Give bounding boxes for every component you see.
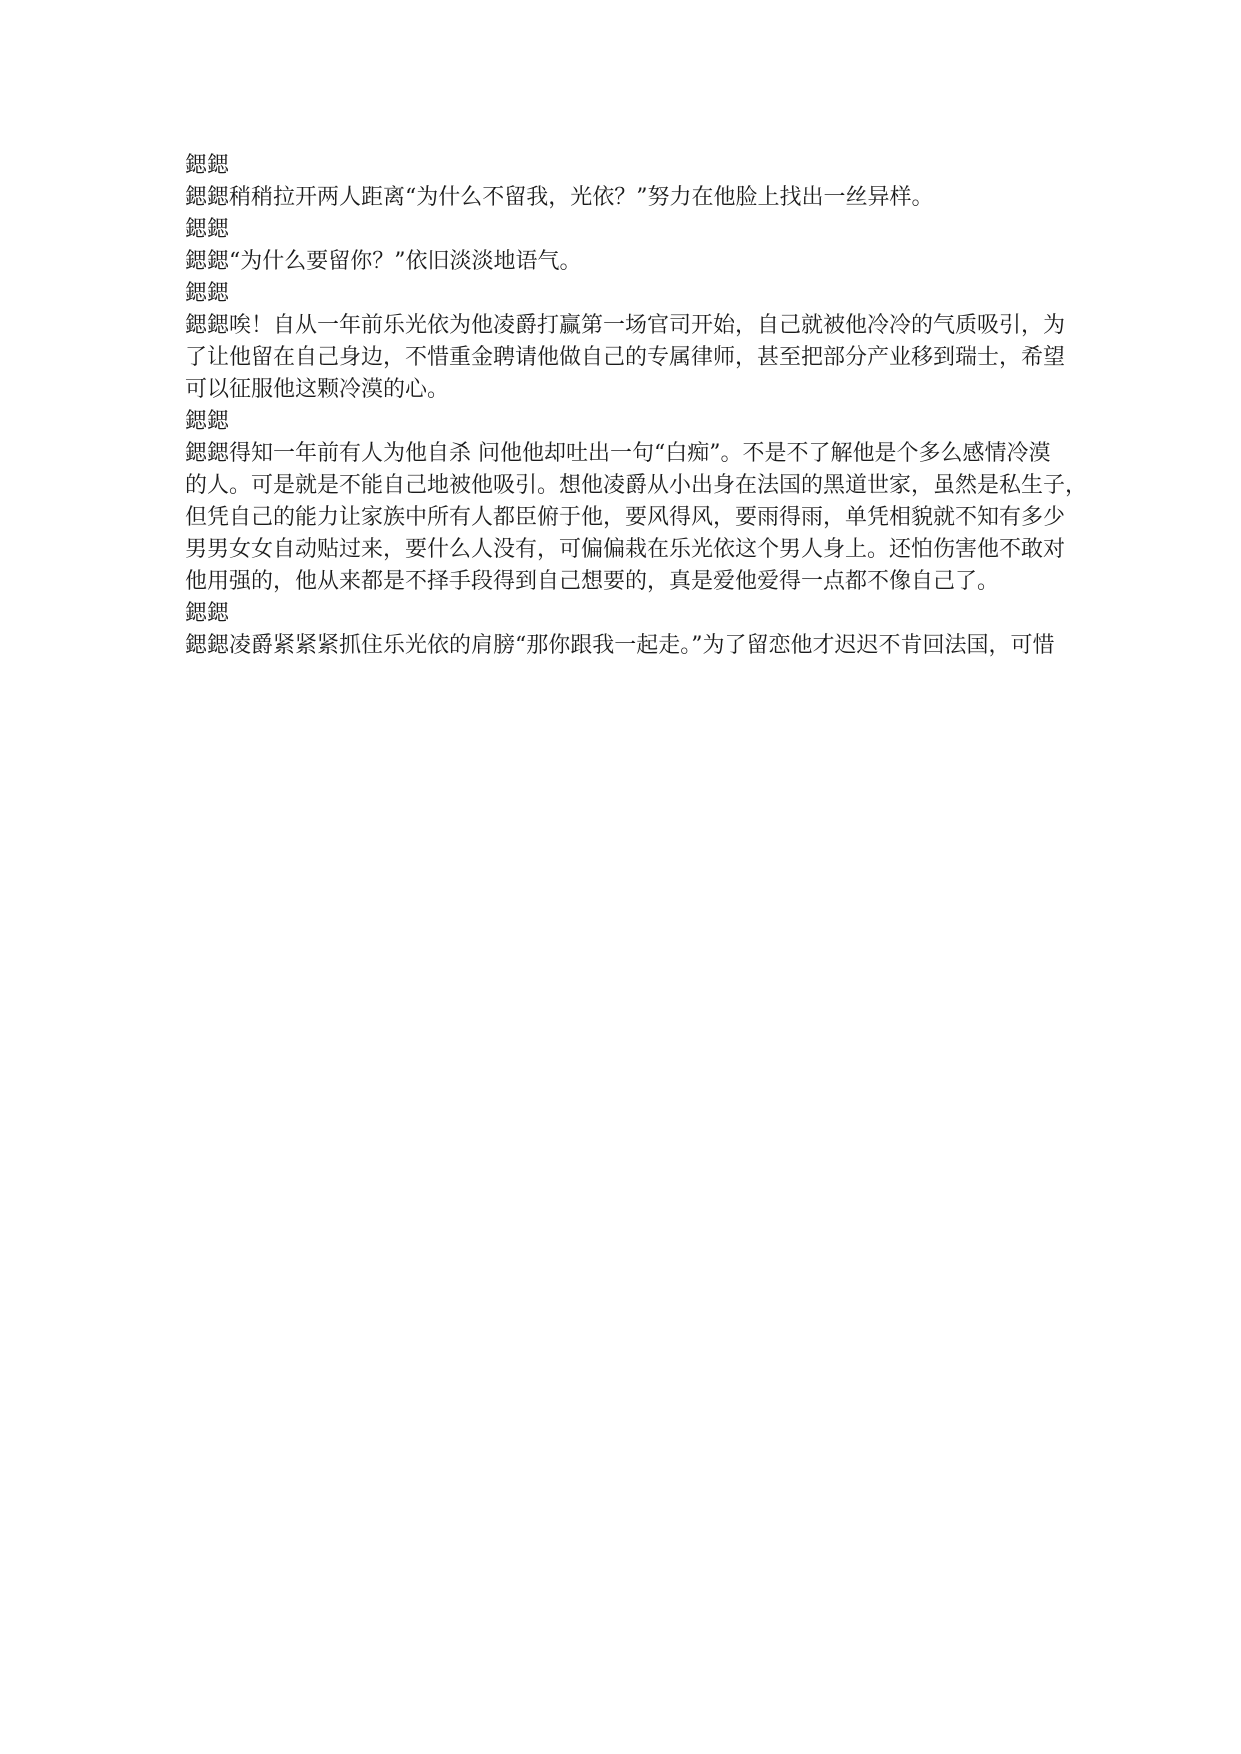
paragraph xyxy=(185,246,1105,278)
paragraph-line: 可以征服他这颗冷漠的心。 xyxy=(185,377,450,402)
document-body xyxy=(185,150,1105,662)
paragraph-line: 男男女女自动贴过来，要什么人没有，可偏偏栽在乐光依这个男人身上。还怕伤害他不敢对 xyxy=(185,537,1066,562)
paragraph xyxy=(185,182,1105,214)
section-marker: 鍶鍶 xyxy=(185,601,230,626)
paragraph-line: 了让他留在自己身边，不惜重金聘请他做自己的专属律师，甚至把部分产业移到瑞士，希望 xyxy=(185,345,1066,370)
paragraph-line: 鍶鍶得知一年前有人为他自杀 问他他却吐出一句“白痴”。不是不了解他是个多么感情冷漠 xyxy=(185,441,1051,466)
paragraph xyxy=(185,310,1105,406)
paragraph xyxy=(185,438,1105,598)
paragraph-line: 鍶鍶稍稍拉开两人距离“为什么不留我，光依？”努力在他脸上找出一丝异样。 xyxy=(185,185,934,210)
paragraph-line: 鍶鍶“为什么要留你？”依旧淡淡地语气。 xyxy=(185,249,582,274)
section-marker: 鍶鍶 xyxy=(185,153,230,178)
paragraph xyxy=(185,630,1105,662)
paragraph-line: 但凭自己的能力让家族中所有人都臣俯于他，要风得风，要雨得雨，单凭相貌就不知有多少 xyxy=(185,505,1066,530)
section-marker: 鍶鍶 xyxy=(185,409,230,434)
section-marker: 鍶鍶 xyxy=(185,217,230,242)
section-marker: 鍶鍶 xyxy=(185,281,230,306)
paragraph-line: 的人。可是就是不能自己地被他吸引。想他凌爵从小出身在法国的黑道世家，虽然是私生子， xyxy=(185,473,1088,498)
paragraph-line: 鍶鍶凌爵紧紧紧抓住乐光依的肩膀“那你跟我一起走。”为了留恋他才迟迟不肯回法国，可惜 xyxy=(185,633,1055,658)
paragraph-line: 鍶鍶唉！自从一年前乐光依为他凌爵打赢第一场官司开始，自己就被他冷冷的气质吸引，为 xyxy=(185,313,1066,338)
paragraph-line: 他用强的，他从来都是不择手段得到自己想要的，真是爱他爱得一点都不像自己了。 xyxy=(185,569,1000,594)
